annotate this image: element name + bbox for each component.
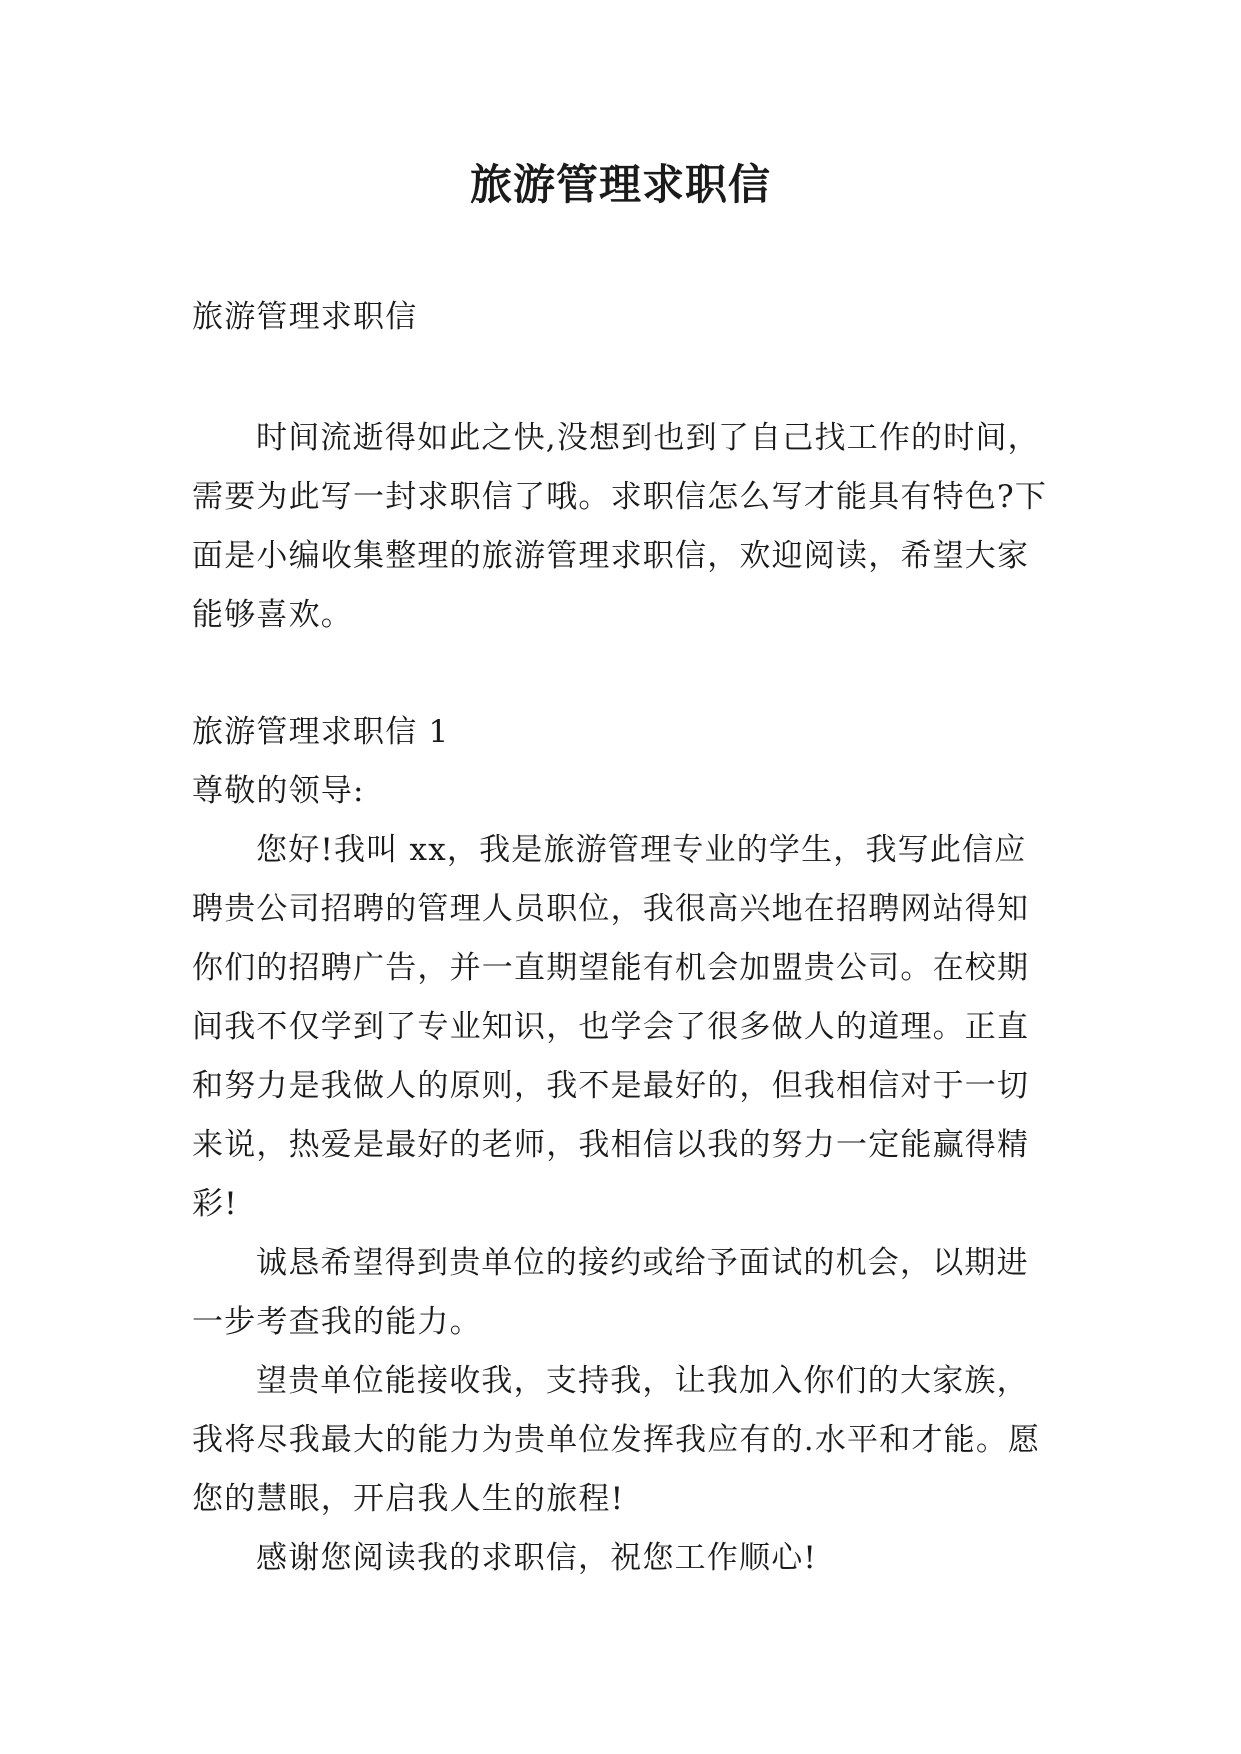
letter-salutation: 尊敬的领导:: [192, 773, 365, 809]
letter-heading: 旅游管理求职信 1: [192, 714, 450, 750]
letter-paragraph: 您好!我叫 xx，我是旅游管理专业的学生，我写此信应聘贵公司招聘的管理人员职位，我很高兴地在招聘网站得知你们的招聘广告，并一直期望能有机会加盟贵公司。在校期间我不仅学到了专业知识，也学会了很多做人的道理。正直和努力是我做人的原则，我不是最好的，但我相信对于一切来说，热爱是最好的老师，我相信以我的努力一定能赢得精彩!: [192, 832, 1030, 1222]
letter-paragraph: 望贵单位能接收我，支持我，让我加入你们的大家族，我将尽我最大的能力为贵单位发挥我应有的.水平和才能。愿您的慧眼，开启我人生的旅程!: [192, 1363, 1041, 1517]
letter-paragraph: 感谢您阅读我的求职信，祝您工作顺心!: [256, 1540, 818, 1576]
letter-paragraph: 诚恳希望得到贵单位的接约或给予面试的机会，以期进一步考查我的能力。: [192, 1245, 1029, 1340]
document-title: 旅游管理求职信: [469, 160, 771, 209]
intro-paragraph: 时间流逝得如此之快,没想到也到了自己找工作的时间，需要为此写一封求职信了哦。求职信怎么写才能具有特色?下面是小编收集整理的旅游管理求职信，欢迎阅读，希望大家能够喜欢。: [192, 420, 1048, 633]
document-body: [192, 288, 1052, 1588]
document-subtitle: 旅游管理求职信: [192, 299, 418, 335]
